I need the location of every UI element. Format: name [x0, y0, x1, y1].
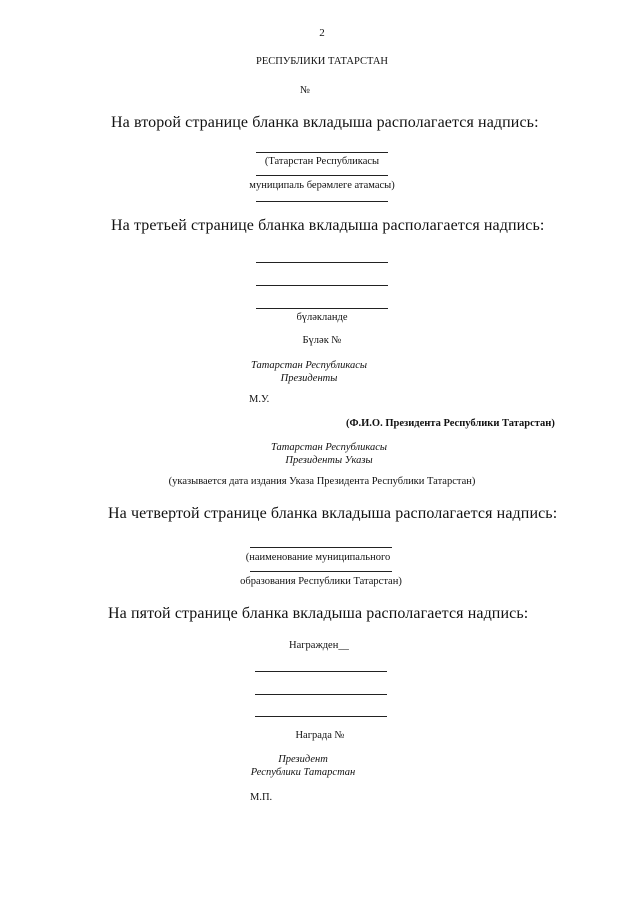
section4-line2: образования Республики Татарстан) [240, 576, 402, 587]
president-tt-line2: Президенты [280, 373, 338, 384]
republic-title: РЕСПУБЛИКИ ТАТАРСТАН [255, 56, 389, 67]
section3-heading: На третьей странице бланка вкладыша располагается надпись: [111, 217, 545, 234]
section4-line1: (наименование муниципального [245, 552, 391, 563]
president-title: Президент [278, 754, 328, 765]
blank-line [256, 152, 388, 153]
blank-line [256, 262, 388, 263]
blank-line [250, 547, 392, 548]
blank-line [256, 285, 388, 286]
blank-line [255, 694, 387, 695]
nagrazhden-text: Награжден__ [289, 640, 349, 651]
decree-date: (указывается дата издания Указа Президента Республики Татарстан) [168, 476, 476, 487]
blank-line [255, 716, 387, 717]
section2-line2: муниципаль берәмлеге атамасы) [249, 180, 395, 191]
section4-heading: На четвертой странице бланка вкладыша располагается надпись: [108, 505, 558, 522]
blank-line [255, 671, 387, 672]
section5-heading: На пятой странице бланка вкладыша располагается надпись: [108, 605, 529, 622]
nagrada-number: Награда № [295, 730, 345, 741]
page-number: 2 [319, 27, 325, 39]
bulak-number: Бүләк № [302, 335, 342, 346]
blank-line [256, 175, 388, 176]
president-tt-line1: Татарстан Республикасы [250, 360, 368, 371]
decree-tt-line1: Татарстан Республикасы [270, 442, 388, 453]
section2-line1: (Татарстан Республикасы [264, 156, 380, 167]
decree-tt-line2: Президенты Указы [285, 455, 373, 466]
blank-line [256, 201, 388, 202]
bulaklande-text: бүләкланде [296, 312, 348, 323]
republic-title-italic: Республики Татарстан [250, 767, 356, 778]
stamp-mp: М.П. [250, 792, 273, 803]
president-fio: (Ф.И.О. Президента Республики Татарстан) [346, 418, 555, 429]
number-sign: № [299, 85, 311, 96]
blank-line [256, 308, 388, 309]
stamp-mu: М.У. [249, 394, 270, 405]
section2-heading: На второй странице бланка вкладыша располагается надпись: [111, 114, 539, 131]
blank-line [250, 571, 392, 572]
